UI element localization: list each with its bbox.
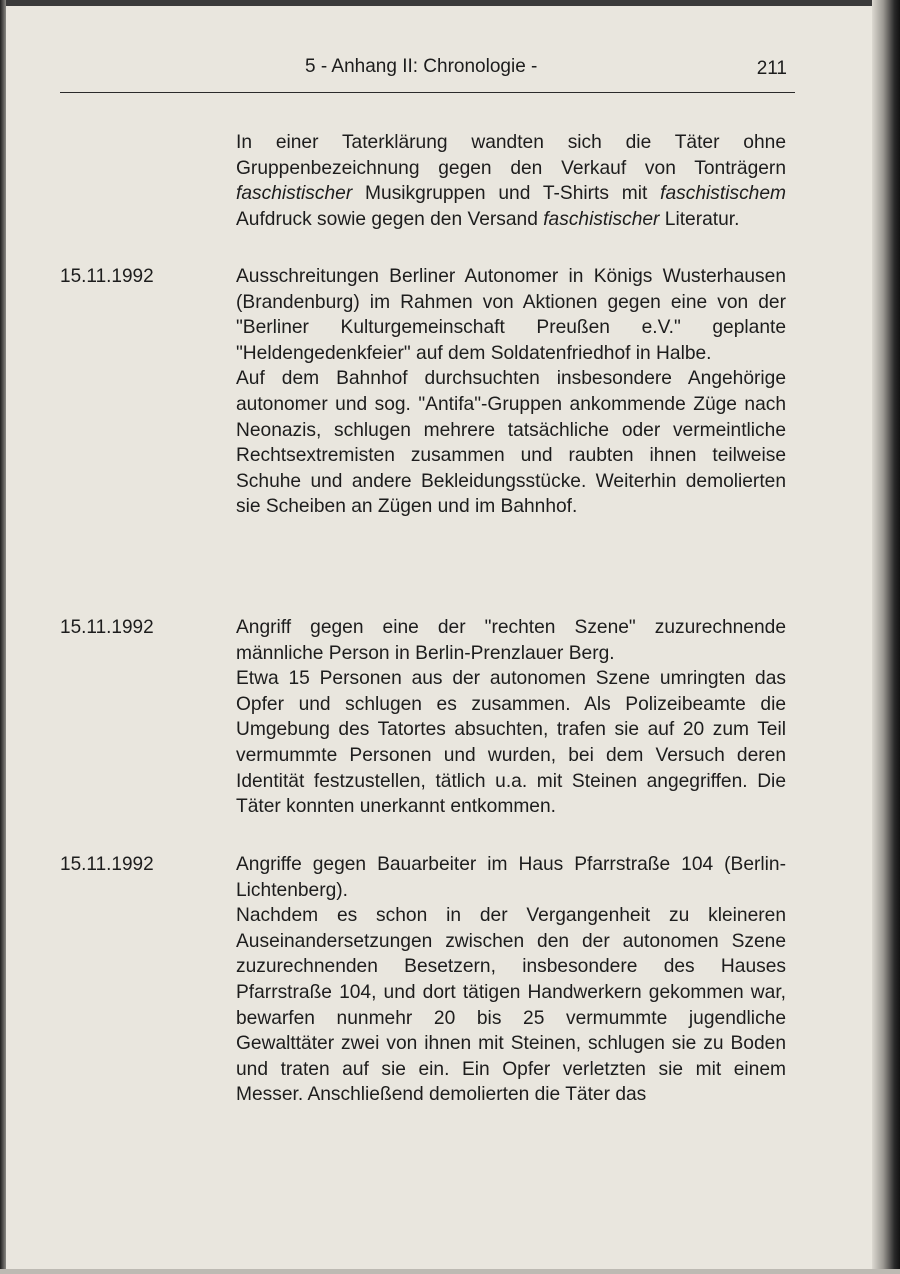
- running-header: [60, 56, 795, 93]
- book-spine-edge: [872, 0, 900, 1274]
- entry-date: 15.11.1992: [60, 617, 154, 638]
- entry-body: [236, 852, 786, 1108]
- entry-date: 15.11.1992: [60, 854, 154, 875]
- entry-paragraph: Angriffe gegen Bauarbeiter im Haus Pfarrstraße 104 (Berlin-Lichtenberg).: [236, 854, 786, 901]
- entry-body: [236, 264, 786, 520]
- page-edge-top: [0, 0, 900, 6]
- entry-paragraph: Nachdem es schon in der Vergangenheit zu kleineren Auseinandersetzungen zwischen den der autonomen Szene zuzurechnenden Besetzern, insbesondere des Hauses Pfarrstraße 104, und dort tätigen Handwerkern gekommen war, bewarfen nunmehr 20 bis 25 vermummte jugendliche Gewalttäter zwei von ihnen mit Steinen, schlugen sie zu Boden und traten auf sie ein. Ein Opfer verletzten sie mit einem Messer. Anschließend demolierten die Täter das: [236, 905, 786, 1106]
- intro-text-7: Literatur.: [659, 208, 740, 230]
- entry-paragraph: Angriff gegen eine der "rechten Szene" zuzurechnende männliche Person in Berlin-Prenzlauer Berg.: [236, 617, 786, 664]
- intro-text-6-italic: faschistischer: [543, 208, 660, 230]
- intro-text-1: In einer Taterklärung wandten sich die Täter ohne Gruppenbezeichnung gegen den Verkauf von Tonträgern: [236, 132, 786, 179]
- intro-text-4-italic: faschistischem: [660, 183, 786, 205]
- header-title: 5 - Anhang II: Chronologie -: [305, 56, 538, 77]
- intro-text-3: Musikgruppen und T-Shirts mit: [352, 183, 661, 205]
- entry-date: 15.11.1992: [60, 266, 154, 287]
- page-edge-left: [0, 0, 6, 1274]
- entry-paragraph: Auf dem Bahnhof durchsuchten insbesondere Angehörige autonomer und sog. "Antifa"-Gruppen ankommende Züge nach Neonazis, schlugen mehrere tatsächliche oder vermeintliche Rechtsextremisten zusammen und raubten ihnen teilweise Schuhe und andere Bekleidungsstücke. Weiterhin demolierten sie Scheiben an Zügen und im Bahnhof.: [236, 368, 786, 518]
- intro-paragraph: [236, 130, 786, 232]
- intro-text-5: Aufdruck sowie gegen den Versand: [236, 208, 544, 230]
- page-edge-bottom: [0, 1269, 900, 1274]
- page-number: 211: [756, 58, 787, 79]
- intro-text-2-italic: faschistischer: [236, 183, 353, 205]
- entry-body: [236, 615, 786, 820]
- entry-paragraph: Ausschreitungen Berliner Autonomer in Königs Wusterhausen (Brandenburg) im Rahmen von Aktionen gegen eine von der "Berliner Kulturgemeinschaft Preußen e.V." geplante "Heldengedenkfeier" auf dem Soldatenfriedhof in Halbe.: [236, 266, 786, 364]
- entry-paragraph: Etwa 15 Personen aus der autonomen Szene umringten das Opfer und schlugen es zusammen. Als Polizeibeamte die Umgebung des Tatortes absuchten, trafen sie auf 20 zum Teil vermummte Personen und wurden, bei dem Versuch deren Identität festzustellen, tätlich u.a. mit Steinen angegriffen. Die Täter konnten unerkannt entkommen.: [236, 668, 786, 818]
